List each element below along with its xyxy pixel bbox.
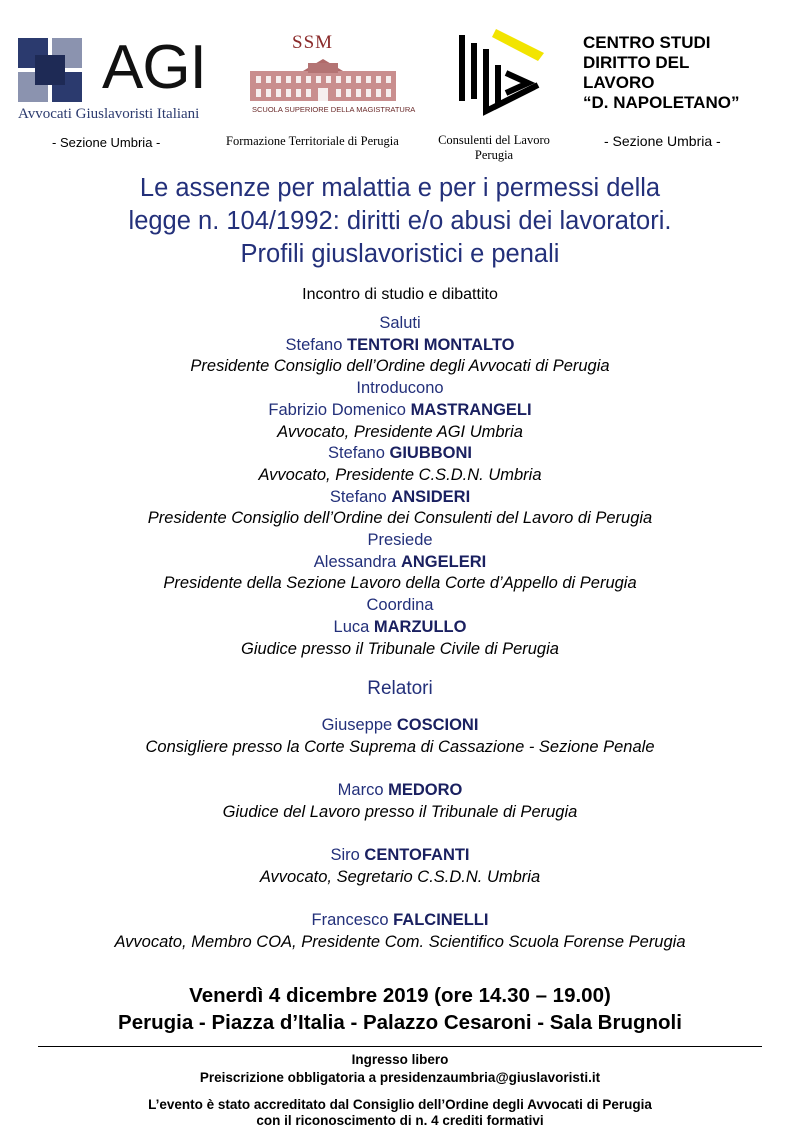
person-description: Presidente Consiglio dell’Ordine degli Avvocati di Perugia xyxy=(190,357,610,376)
person-description: Avvocato, Presidente AGI Umbria xyxy=(277,422,523,441)
consulenti-lavoro-logo xyxy=(448,25,558,135)
role-saluti: Saluti xyxy=(379,314,421,332)
ssm-caption: Formazione Territoriale di Perugia xyxy=(226,134,399,148)
person-description: Consigliere presso la Corte Suprema di Cassazione - Sezione Penale xyxy=(145,738,655,756)
person-name: Stefano TENTORI MONTALTO xyxy=(285,335,515,354)
agi-subtitle: Avvocati Giuslavoristi Italiani xyxy=(18,106,200,122)
consulenti-caption-line1: Consulenti del Lavoro xyxy=(438,133,550,147)
person-description: Avvocato, Presidente C.S.D.N. Umbria xyxy=(258,465,542,484)
ssm-logo-text: SSM xyxy=(292,32,334,53)
speaker xyxy=(0,779,800,823)
person-description: Giudice del Lavoro presso il Tribunale di Perugia xyxy=(222,803,578,821)
centro-studi-line: DIRITTO DEL xyxy=(583,53,690,72)
relatori-heading: Relatori xyxy=(367,678,433,699)
footer-ingresso: Ingresso libero xyxy=(351,1052,449,1067)
speaker xyxy=(0,714,800,758)
divider xyxy=(38,1046,762,1047)
program xyxy=(0,313,800,660)
person-name: Fabrizio Domenico MASTRANGELI xyxy=(268,400,532,419)
ssm-subtitle: SCUOLA SUPERIORE DELLA MAGISTRATURA xyxy=(252,105,416,114)
person-name: Stefano ANSIDERI xyxy=(329,487,471,506)
event-date: Venerdì 4 dicembre 2019 (ore 14.30 – 19.00) xyxy=(189,984,611,1007)
title-line: legge n. 104/1992: diritti e/o abusi dei lavoratori. xyxy=(128,207,672,235)
consulenti-caption xyxy=(428,133,560,163)
event-title xyxy=(0,172,800,271)
title-line: Profili giuslavoristici e penali xyxy=(240,240,560,268)
palace-icon xyxy=(248,57,398,103)
footer-accreditation-line2: con il riconoscimento di n. 4 crediti formativi xyxy=(256,1113,544,1128)
centro-studi-line: LAVORO xyxy=(583,73,655,92)
centro-studi-name xyxy=(583,33,739,113)
ssm-logo xyxy=(244,32,416,125)
person-name: Giuseppe COSCIONI xyxy=(321,716,479,734)
agi-logo xyxy=(18,33,208,126)
speaker xyxy=(0,909,800,953)
role-coordina: Coordina xyxy=(366,596,434,615)
event-place: Perugia - Piazza d’Italia - Palazzo Cesaroni - Sala Brugnoli xyxy=(118,1011,682,1034)
person-description: Presidente della Sezione Lavoro della Corte d’Appello di Perugia xyxy=(163,574,637,593)
person-description: Giudice presso il Tribunale Civile di Perugia xyxy=(241,639,559,658)
role-introducono: Introducono xyxy=(356,379,444,398)
centro-studi-line: CENTRO STUDI xyxy=(583,33,711,52)
person-name: Alessandra ANGELERI xyxy=(313,552,487,571)
centro-studi-line: “D. NAPOLETANO” xyxy=(583,93,740,112)
person-description: Avvocato, Membro COA, Presidente Com. Scientifico Scuola Forense Perugia xyxy=(114,933,686,951)
footer-preiscrizione: Preiscrizione obbligatoria a presidenzaumbria@giuslavoristi.it xyxy=(199,1070,601,1085)
person-name: Francesco FALCINELLI xyxy=(311,911,489,929)
consulenti-caption-line2: Perugia xyxy=(474,148,514,162)
event-info xyxy=(0,982,800,1036)
person-name: Marco MEDORO xyxy=(337,781,463,799)
agi-logo-text: AGI xyxy=(102,33,206,102)
event-subtitle: Incontro di studio e dibattito xyxy=(302,286,498,303)
person-name: Luca MARZULLO xyxy=(333,617,467,636)
centro-studi-section-label: - Sezione Umbria - xyxy=(604,133,721,149)
footer-accreditation-line1: L’evento è stato accreditato dal Consiglio dell’Ordine degli Avvocati di Perugia xyxy=(148,1097,652,1112)
speaker xyxy=(0,844,800,888)
title-line: Le assenze per malattia e per i permessi della xyxy=(139,174,661,202)
agi-section-label: - Sezione Umbria - xyxy=(52,135,161,150)
person-name: Siro CENTOFANTI xyxy=(330,846,470,864)
role-presiede: Presiede xyxy=(367,531,433,550)
person-description: Presidente Consiglio dell’Ordine dei Consulenti del Lavoro di Perugia xyxy=(147,509,653,528)
person-description: Avvocato, Segretario C.S.D.N. Umbria xyxy=(259,868,541,886)
person-name: Stefano GIUBBONI xyxy=(328,444,472,463)
